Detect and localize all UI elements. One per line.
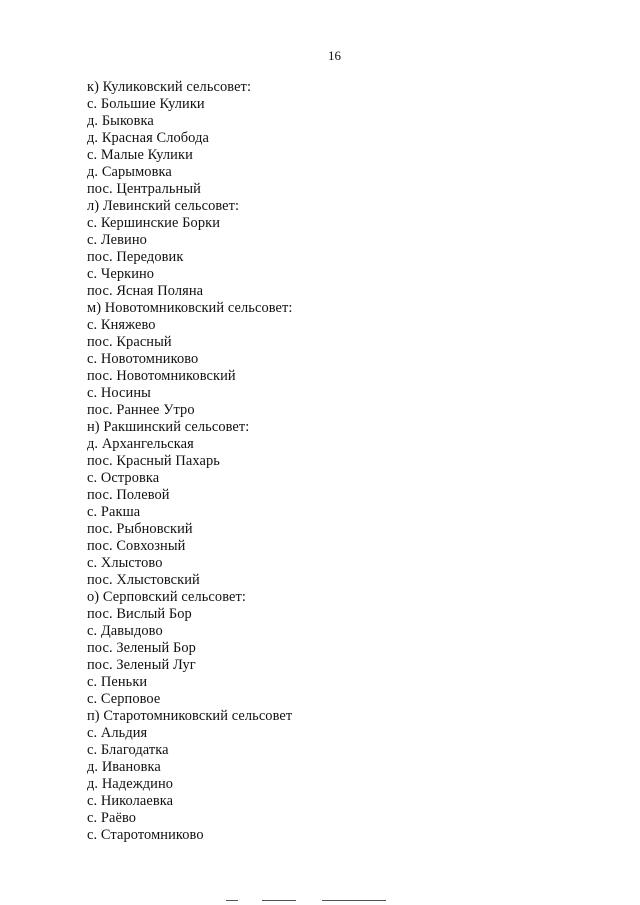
list-item: с. Левино [87,232,147,248]
list-item: с. Альдия [87,725,148,741]
list-item: с. Кершинские Борки [87,215,221,231]
list-item: пос. Центральный [87,181,201,197]
list-item: пос. Ясная Поляна [87,283,204,299]
list-item: пос. Вислый Бор [87,606,192,622]
list-item: пос. Новотомниковский [87,368,236,384]
list-item: п) Старотомниковский сельсовет [87,708,293,724]
list-item: с. Старотомниково [87,827,204,843]
list-item: с. Новотомниково [87,351,199,367]
list-item: о) Серповский сельсовет: [87,589,246,605]
list-item: н) Ракшинский сельсовет: [87,419,250,435]
list-item: д. Архангельская [87,436,194,452]
list-item: пос. Хлыстовский [87,572,200,588]
list-item: с. Носины [87,385,151,401]
list-item: с. Николаевка [87,793,174,809]
list-item: пос. Передовик [87,249,184,265]
list-item: пос. Красный [87,334,172,350]
list-item: д. Надеждино [87,776,174,792]
scan-artifact [226,900,238,901]
list-item: с. Давыдово [87,623,163,639]
list-item: с. Серповое [87,691,161,707]
list-item: пос. Красный Пахарь [87,453,220,469]
scan-artifact [262,900,296,901]
list-item: д. Ивановка [87,759,161,775]
list-item: пос. Рыбновский [87,521,193,537]
list-item: с. Раёво [87,810,137,826]
list-item: с. Пеньки [87,674,148,690]
list-item: м) Новотомниковский сельсовет: [87,300,293,316]
list-item: с. Ракша [87,504,141,520]
page-number: 16 [328,48,341,63]
list-item: с. Большие Кулики [87,96,205,112]
list-item: с. Княжево [87,317,156,333]
list-item: пос. Зеленый Луг [87,657,196,673]
list-item: л) Левинский сельсовет: [87,198,240,214]
list-item: д. Быковка [87,113,154,129]
list-item: с. Хлыстово [87,555,163,571]
list-item: д. Сарымовка [87,164,172,180]
list-item: пос. Раннее Утро [87,402,195,418]
scan-artifact [322,900,386,901]
list-item: к) Куликовский сельсовет: [87,79,252,95]
list-item: с. Островка [87,470,160,486]
list-item: пос. Зеленый Бор [87,640,196,656]
list-item: пос. Совхозный [87,538,186,554]
settlement-list [87,79,293,844]
list-item: с. Черкино [87,266,155,282]
list-item: с. Малые Кулики [87,147,193,163]
list-item: д. Красная Слобода [87,130,209,146]
list-item: с. Благодатка [87,742,169,758]
list-item: пос. Полевой [87,487,170,503]
